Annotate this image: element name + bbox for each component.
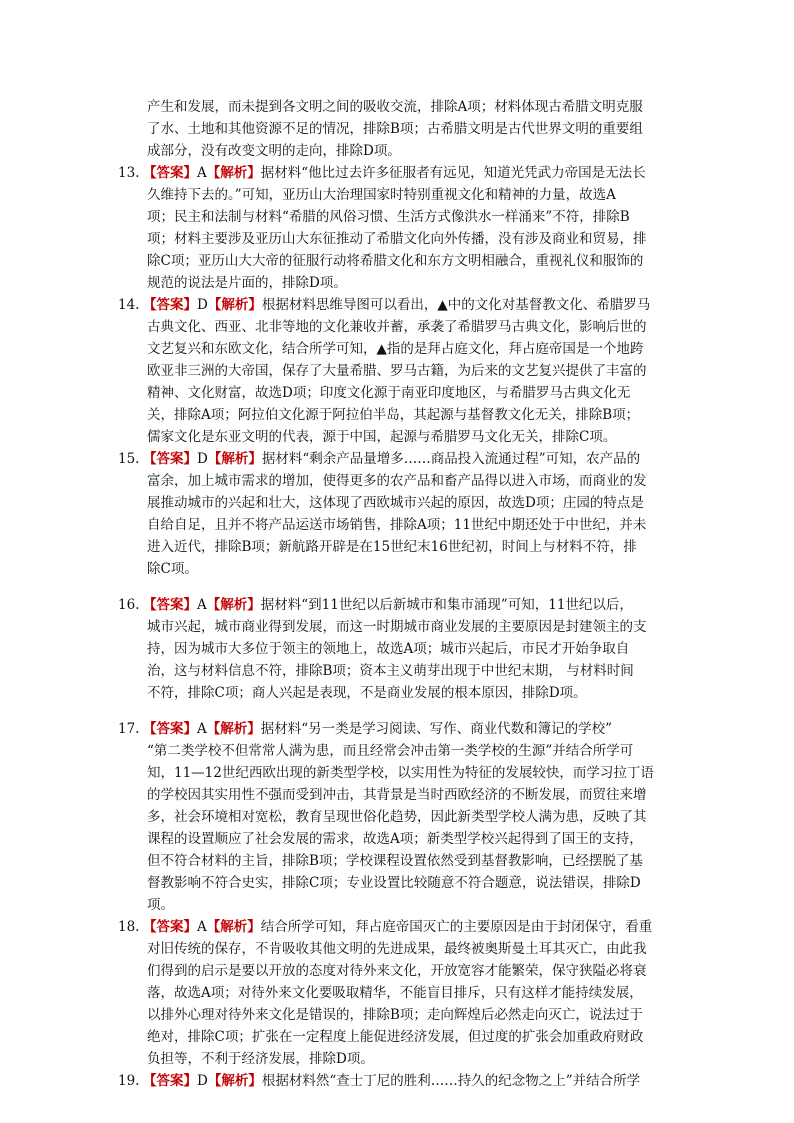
text-line: 课程的设置顺应了社会发展的需求，故选A项；新类型学校兴起得到了国王的支持， (147, 831, 643, 847)
text-line: 督教影响不符合史实，排除C项；专业设置比较随意不符合题意，说法错误，排除D (147, 875, 641, 891)
text-line: 古典文化、西亚、北非等地的文化兼收并蓄，承袭了希腊罗马古典文化，影响后世的 (147, 319, 647, 335)
analysis-tag: 【解析】 (206, 721, 261, 737)
text-line: 落，故选A项；对待外来文化要吸取精华，不能盲目排斥，只有这样才能持续发展， (147, 985, 643, 1001)
text-line: 自给自足，且并不将产品运送市场销售，排除A项；11世纪中期还处于中世纪，并未 (147, 517, 647, 533)
question-number: 14. (118, 297, 140, 313)
analysis-tag: 【解析】 (207, 1073, 262, 1089)
text-line: 了水、土地和其他资源不足的情况，排除B项；古希腊文明是古代世界文明的重要组 (147, 121, 643, 137)
answer-tag: 【答案】 (143, 597, 197, 613)
answer-choice: A (197, 721, 207, 737)
text-line (118, 448, 674, 470)
text-line: 持，因为城市大多位于领主的领地上，故选A项；城市兴起后，市民才开始争取自 (147, 641, 630, 657)
explanation-text: 据材料“另一类是学习阅读、写作、商业代数和簿记的学校” (260, 721, 613, 737)
answer-choice: D (197, 451, 208, 467)
text-line: 除C项。 (147, 561, 198, 577)
text-line: 成部分，没有改变文明的走向，排除D项。 (147, 143, 401, 159)
text-line (118, 916, 674, 938)
question-14-explanation (118, 294, 674, 448)
text-line: 文艺复兴和东欧文化，结合所学可知，▲指的是拜占庭文化，拜占庭帝国是一个地跨 (147, 341, 644, 357)
question-16-explanation (118, 594, 674, 704)
text-line: 进入近代，排除B项；新航路开辟是在15世纪末16世纪初，时间上与材料不符，排 (147, 539, 637, 555)
text-line (118, 162, 674, 184)
answer-choice: A (197, 919, 207, 935)
answer-tag: 【答案】 (143, 165, 197, 181)
analysis-tag: 【解析】 (206, 919, 261, 935)
text-line: 负担等，不利于经济发展，排除D项。 (147, 1051, 374, 1067)
question-number: 15. (118, 451, 140, 467)
answer-choice: A (197, 597, 207, 613)
question-number: 16. (118, 597, 140, 613)
text-line (118, 718, 674, 740)
explanation-text: 据材料“他比过去许多征服者有远见，知道光凭武力帝国是无法长 (260, 165, 646, 181)
explanation-text: 据材料“剩余产品量增多……商品投入流通过程”可知，农产品的 (261, 451, 641, 467)
answer-choice: D (197, 1073, 208, 1089)
explanation-text: 根据材料然“查士丁尼的胜利……持久的纪念物之上”并结合所学 (261, 1073, 641, 1089)
analysis-tag: 【解析】 (206, 597, 261, 613)
text-line: 项。 (147, 897, 174, 913)
question-18-explanation (118, 916, 674, 1070)
answer-explanations (118, 96, 674, 1092)
question-13-explanation (118, 162, 674, 294)
question-number: 17. (118, 721, 140, 737)
text-line: 欧亚非三洲的大帝国，保存了大量希腊、罗马古籍，为后来的文艺复兴提供了丰富的 (147, 363, 647, 379)
explanation-text: 据材料“到11世纪以后新城市和集市涌现”可知，11世纪以后， (260, 597, 633, 613)
text-line (118, 294, 674, 316)
answer-choice: D (197, 297, 208, 313)
analysis-tag: 【解析】 (207, 297, 262, 313)
text-line: 久维持下去的。”可知，亚历山大治理国家时特别重视文化和精神的力量，故选A (147, 187, 616, 203)
answer-tag: 【答案】 (143, 297, 197, 313)
question-number: 18. (118, 919, 140, 935)
text-line: 儒家文化是东亚文明的代表，源于中国，起源与希腊罗马文化无关，排除C项。 (147, 429, 617, 445)
text-line: 多，社会环境相对宽松，教育呈现世俗化趋势，因此新类型学校人满为患，反映了其 (147, 809, 647, 825)
text-line: 以排外心理对待外来文化是错误的，排除B项；走向辉煌后必然走向灭亡，说法过于 (147, 1007, 643, 1023)
text-line (118, 594, 674, 616)
text-line: 精神、文化财富，故选D项；印度文化源于南亚印度地区，与希腊罗马古典文化无 (147, 385, 631, 401)
text-line: 展推动城市的兴起和壮大，这体现了西欧城市兴起的原因，故选D项；庄园的特点是 (147, 495, 644, 511)
text-line (118, 1070, 674, 1092)
question-19-explanation (118, 1070, 674, 1092)
text-line: 规范的说法是片面的，排除D项。 (147, 275, 347, 291)
answer-tag: 【答案】 (143, 1073, 197, 1089)
question-15-explanation (118, 448, 674, 580)
question-number: 13. (118, 165, 140, 181)
answer-tag: 【答案】 (143, 451, 197, 467)
explanation-text: 结合所学可知，拜占庭帝国灭亡的主要原因是由于封闭保守，看重 (260, 919, 653, 935)
text-line: 对旧传统的保存，不肯吸收其他文明的先进成果，最终被奥斯曼土耳其灭亡，由此我 (147, 941, 647, 957)
text-line: 绝对，排除C项；扩张在一定程度上能促进经济发展，但过度的扩张会加重政府财政 (147, 1029, 644, 1045)
text-line: 知，11—12世纪西欧出现的新类型学校，以实用性为特征的发展较快，而学习拉丁语 (147, 765, 654, 781)
question-number: 19. (118, 1073, 140, 1089)
text-line: 项；材料主要涉及亚历山大东征推动了希腊文化向外传播，没有涉及商业和贸易，排 (147, 231, 647, 247)
text-line: 治，这与材料信息不符，排除B项；资本主义萌芽出现于中世纪末期， 与材料时间 (147, 663, 634, 679)
text-line: 不符，排除C项；商人兴起是表现，不是商业发展的根本原因，排除D项。 (147, 685, 587, 701)
answer-choice: A (197, 165, 207, 181)
text-line: 关，排除A项；阿拉伯文化源于阿拉伯半岛，其起源与基督教文化无关，排除B项； (147, 407, 640, 423)
answer-tag: 【答案】 (143, 919, 197, 935)
analysis-tag: 【解析】 (207, 451, 262, 467)
explanation-text: 根据材料思维导图可以看出，▲中的文化对基督教文化、希腊罗马 (261, 297, 651, 313)
text-line: “第二类学校不但常常人满为患，而且经常会冲击第一类学校的生源”并结合所学可 (147, 743, 634, 759)
text-line: 项；民主和法制与材料“希腊的风俗习惯、生活方式像洪水一样涌来”不符，排除B (147, 209, 630, 225)
answer-tag: 【答案】 (143, 721, 197, 737)
text-line: 们得到的启示是要以开放的态度对待外来文化，开放宽容才能繁荣，保守狭隘必将衰 (147, 963, 647, 979)
text-line: 除C项；亚历山大大帝的征服行动将希腊文化和东方文明相融合，重视礼仪和服饰的 (147, 253, 644, 269)
text-line: 富余，加上城市需求的增加，使得更多的农产品和畜产品得以进入市场，而商业的发 (147, 473, 647, 489)
analysis-tag: 【解析】 (206, 165, 261, 181)
text-line: 的学校因其实用性不强而受到冲击，其背景是当时西欧经济的不断发展，而贸往来增 (147, 787, 647, 803)
text-line: 城市兴起，城市商业得到发展，而这一时期城市商业发展的主要原因是封建领主的支 (147, 619, 647, 635)
question-17-explanation (118, 718, 674, 916)
text-line: 但不符合材料的主旨，排除B项；学校课程设置依然受到基督教影响，已经摆脱了基 (147, 853, 643, 869)
continued-explanation (122, 96, 674, 162)
text-line: 产生和发展，而未提到各文明之间的吸收交流，排除A项；材料体现古希腊文明克服 (147, 99, 643, 115)
